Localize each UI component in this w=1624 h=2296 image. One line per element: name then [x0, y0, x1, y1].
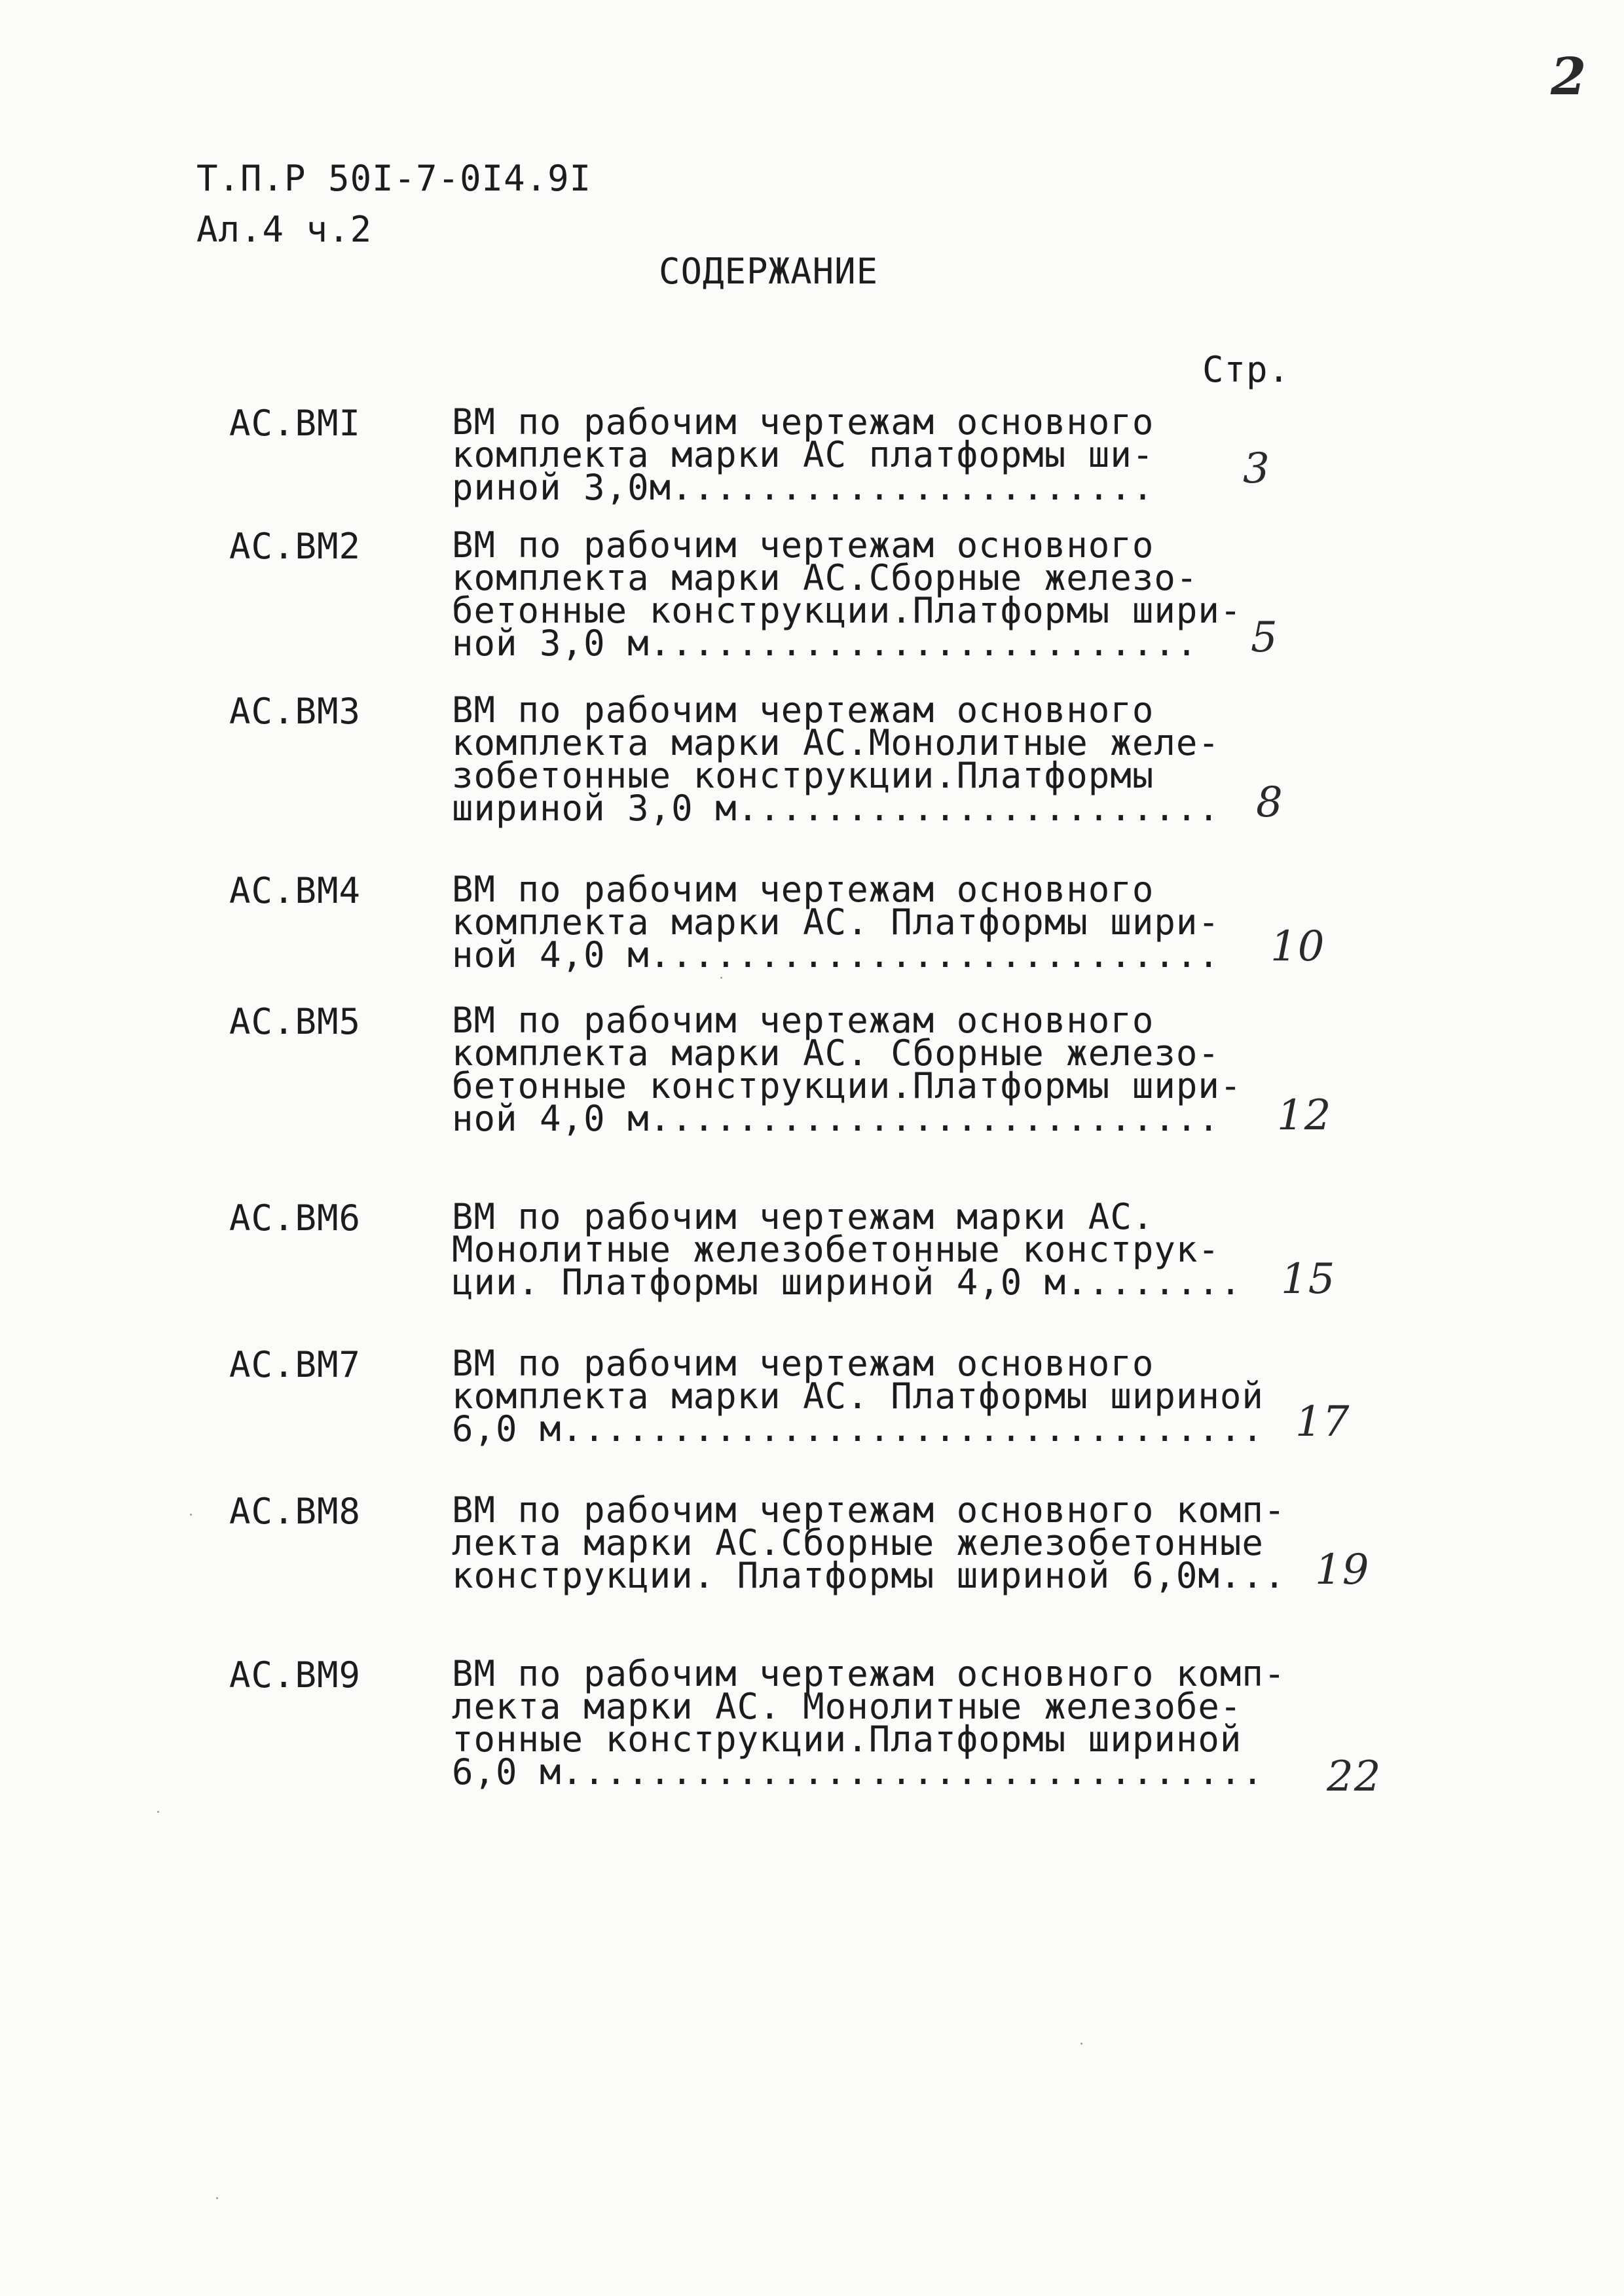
scan-speck: [190, 1514, 192, 1516]
entry-line: ВМ по рабочим чертежам основного: [452, 689, 1154, 731]
entry-line: зобетонные конструкции.Платформы: [452, 755, 1154, 796]
entry-page-number: 10: [1270, 922, 1325, 971]
entry-page-number: 19: [1315, 1546, 1370, 1594]
entry-code: АС.ВМ9: [229, 1654, 361, 1696]
entry-description: [452, 1653, 1286, 1793]
entry-line: конструкции. Платформы шириной 6,0м...: [452, 1555, 1286, 1596]
page-column-header: Стр.: [1202, 349, 1291, 390]
entry-page-number: 12: [1277, 1091, 1332, 1140]
entry-description: [452, 1196, 1242, 1303]
entry-line: лекта марки АС.Сборные железобетонные: [452, 1522, 1264, 1563]
entry-line: бетонные конструкции.Платформы шири-: [452, 1065, 1242, 1106]
entry-page-number: 15: [1281, 1255, 1336, 1303]
entry-line: ВМ по рабочим чертежам основного комп-: [452, 1489, 1286, 1531]
entry-line: ВМ по рабочим чертежам основного: [452, 401, 1154, 443]
entry-code: АС.ВМ3: [229, 691, 361, 732]
entry-line: комплекта марки АС платформы ши-: [452, 434, 1154, 475]
entry-page-number: 17: [1295, 1398, 1350, 1446]
entry-line: ВМ по рабочим чертежам основного: [452, 524, 1154, 566]
entry-code: АС.ВМ7: [229, 1344, 361, 1385]
entry-line: тонные конструкции.Платформы шириной: [452, 1719, 1242, 1760]
entry-line: ной 4,0 м..........................: [452, 1098, 1220, 1139]
entry-line: ВМ по рабочим чертежам основного комп-: [452, 1653, 1286, 1694]
entry-line: шириной 3,0 м......................: [452, 788, 1220, 829]
entry-description: [452, 401, 1238, 508]
entry-page-number: 8: [1256, 778, 1283, 827]
entry-description: [452, 1343, 1264, 1449]
entry-code: АС.ВМ2: [229, 526, 361, 567]
entry-line: бетонные конструкции.Платформы шири-: [452, 590, 1242, 631]
entry-line: ной 4,0 м..........................: [452, 934, 1220, 975]
scan-speck: [1080, 2043, 1082, 2045]
entry-line: комплекта марки АС. Сборные железо-: [452, 1032, 1220, 1074]
entry-line: лекта марки АС. Монолитные железобе-: [452, 1686, 1242, 1727]
entry-description: [452, 524, 1242, 664]
entry-line: ной 3,0 м.........................: [452, 623, 1198, 664]
entry-code: АС.ВМI: [229, 403, 361, 444]
entry-line: комплекта марки АС.Сборные железо-: [452, 557, 1198, 598]
entry-code: АС.ВМ8: [229, 1491, 361, 1532]
entry-page-number: 22: [1327, 1753, 1382, 1801]
entry-line: ВМ по рабочим чертежам основного: [452, 1000, 1154, 1041]
entry-description: [452, 689, 1238, 829]
entry-code: АС.ВМ5: [229, 1001, 361, 1042]
scan-speck: [157, 1811, 159, 1813]
entry-line: 6,0 м................................: [452, 1408, 1264, 1449]
entry-page-number: 5: [1251, 613, 1278, 662]
document-code: Т.П.Р 50I-7-0I4.9I: [196, 158, 592, 199]
entry-line: Монолитные железобетонные конструк-: [452, 1229, 1220, 1270]
scan-speck: [720, 977, 722, 979]
entry-description: [452, 1489, 1286, 1596]
entry-code: АС.ВМ4: [229, 870, 361, 911]
entry-description: [452, 1000, 1242, 1139]
entry-line: ВМ по рабочим чертежам основного: [452, 869, 1154, 910]
scan-speck: [216, 2197, 218, 2199]
entry-page-number: 3: [1243, 445, 1270, 493]
entry-description: [452, 869, 1238, 975]
page-title: СОДЕРЖАНИЕ: [659, 251, 879, 292]
entry-line: ции. Платформы шириной 4,0 м........: [452, 1262, 1242, 1303]
sheet-number: 2: [1551, 47, 1587, 107]
entry-line: ВМ по рабочим чертежам основного: [452, 1343, 1154, 1384]
entry-line: риной 3,0м......................: [452, 467, 1154, 508]
entry-line: 6,0 м................................: [452, 1751, 1264, 1793]
entry-line: комплекта марки АС. Платформы шири-: [452, 902, 1220, 943]
entry-line: ВМ по рабочим чертежам марки АС.: [452, 1196, 1154, 1237]
document-subtitle: Ал.4 ч.2: [196, 209, 373, 250]
entry-line: комплекта марки АС.Монолитные желе-: [452, 722, 1220, 763]
entry-line: комплекта марки АС. Платформы шириной: [452, 1376, 1264, 1417]
entry-code: АС.ВМ6: [229, 1197, 361, 1239]
